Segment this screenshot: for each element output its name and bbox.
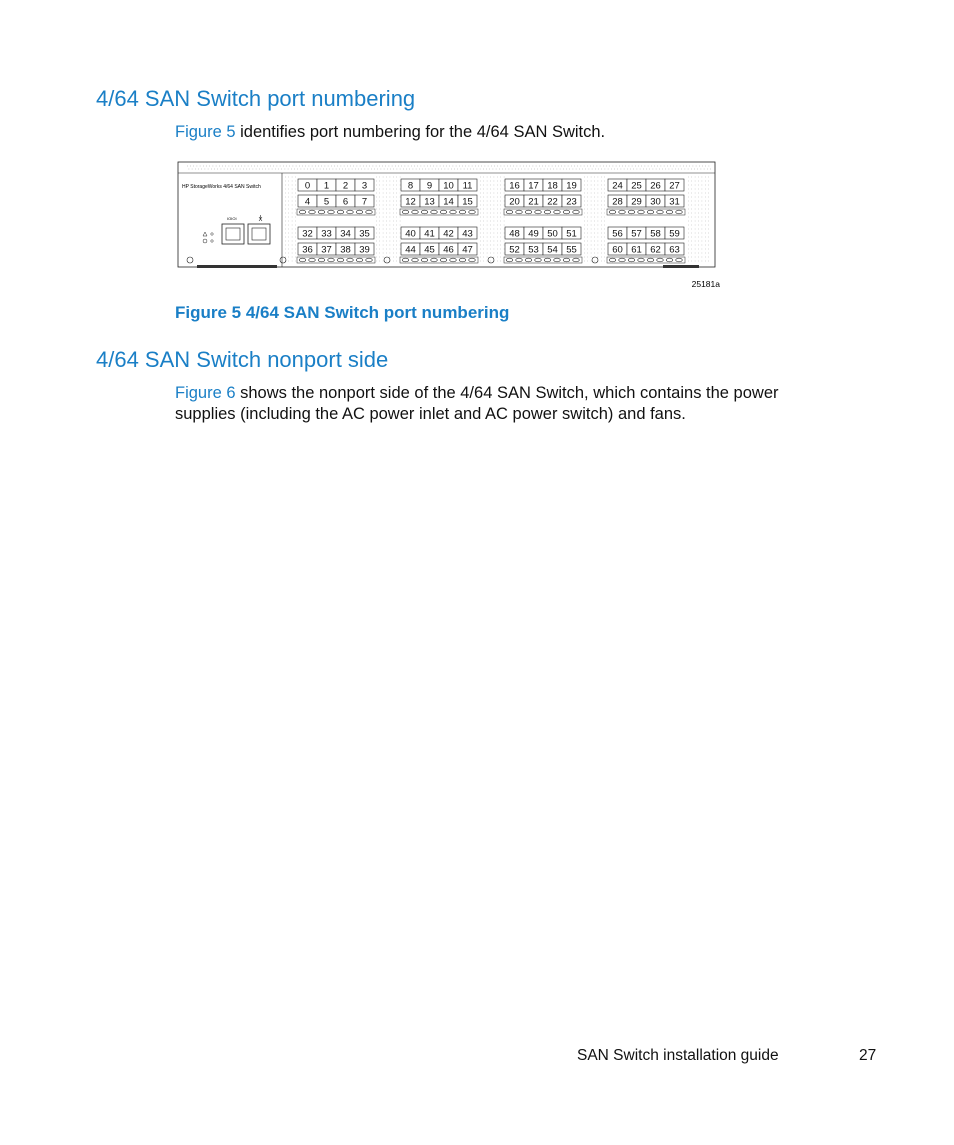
- drawing-id: 25181a: [691, 279, 720, 289]
- port-number: 6: [342, 196, 349, 208]
- port-number: 49: [528, 228, 539, 240]
- port-number: 10: [443, 180, 454, 192]
- port-number: 7: [361, 196, 368, 208]
- port-led: [516, 258, 523, 262]
- paragraph-text: shows the nonport side of the 4/64 SAN Switch, which contains the power supplies (including the AC power inlet and AC power switch) and fans.: [175, 384, 779, 423]
- port-led: [402, 258, 409, 262]
- port-led: [563, 210, 570, 214]
- port-led: [459, 258, 466, 262]
- port-number: 41: [424, 228, 435, 240]
- port-number: 38: [340, 244, 351, 256]
- port-led: [638, 258, 645, 262]
- figure-6-link[interactable]: Figure 6: [175, 384, 236, 402]
- port-led: [328, 210, 335, 214]
- port-number: 51: [566, 228, 577, 240]
- port-led: [347, 210, 354, 214]
- port-number: 20: [509, 196, 520, 208]
- vent-pattern: [584, 177, 605, 261]
- port-number: 58: [650, 228, 661, 240]
- port-led: [554, 210, 561, 214]
- port-number: 50: [547, 228, 558, 240]
- port-number: 11: [462, 180, 473, 192]
- port-led: [506, 210, 513, 214]
- port-led: [299, 210, 306, 214]
- port-number: 56: [612, 228, 623, 240]
- port-number: 5: [323, 196, 330, 208]
- port-led: [347, 258, 354, 262]
- switch-port-side-drawing: [175, 159, 720, 291]
- port-led: [318, 210, 325, 214]
- screw-icon: [488, 257, 494, 263]
- port-number: 35: [359, 228, 370, 240]
- port-led: [619, 258, 626, 262]
- port-led: [535, 210, 542, 214]
- port-number: 13: [424, 196, 435, 208]
- port-number: 0: [304, 180, 311, 192]
- port-number: 23: [566, 196, 577, 208]
- port-number: 59: [669, 228, 680, 240]
- port-led: [402, 210, 409, 214]
- attention-led-icon: [203, 232, 207, 236]
- port-led: [525, 258, 532, 262]
- ethernet-port: [222, 224, 244, 244]
- port-led: [421, 210, 428, 214]
- port-led: [657, 210, 664, 214]
- port-led: [366, 210, 373, 214]
- port-led: [516, 210, 523, 214]
- port-led: [421, 258, 428, 262]
- port-number: 19: [566, 180, 577, 192]
- port-led: [309, 258, 316, 262]
- port-number: 62: [650, 244, 661, 256]
- port-led: [440, 258, 447, 262]
- port-led: [318, 258, 325, 262]
- power-icon: [203, 239, 207, 243]
- port-led: [356, 258, 363, 262]
- port-number: 37: [321, 244, 332, 256]
- port-number: 60: [612, 244, 623, 256]
- figure-5-caption: Figure 5 4/64 SAN Switch port numbering: [175, 303, 510, 322]
- vent-pattern: [285, 177, 296, 261]
- screw-icon: [384, 257, 390, 263]
- screw-icon: [592, 257, 598, 263]
- serial-jack: [252, 228, 266, 240]
- port-led: [469, 210, 476, 214]
- serial-port: [248, 224, 270, 244]
- port-number: 29: [631, 196, 642, 208]
- port-led: [525, 210, 532, 214]
- port-number: 21: [528, 196, 539, 208]
- port-number: 18: [547, 180, 558, 192]
- port-number: 22: [547, 196, 558, 208]
- port-number: 57: [631, 228, 642, 240]
- port-led: [299, 258, 306, 262]
- port-led: [628, 258, 635, 262]
- power-led: [211, 240, 213, 242]
- port-number: 9: [426, 180, 433, 192]
- port-led: [431, 258, 438, 262]
- port-led: [628, 210, 635, 214]
- port-led: [666, 258, 673, 262]
- ioioi-label: IOIOI: [227, 216, 237, 221]
- screw-icon: [187, 257, 193, 263]
- port-led: [638, 210, 645, 214]
- port-led: [412, 210, 419, 214]
- port-number: 17: [528, 180, 539, 192]
- port-led: [535, 258, 542, 262]
- port-number: 63: [669, 244, 680, 256]
- figure-5-switch-diagram: [175, 159, 720, 291]
- port-led: [412, 258, 419, 262]
- port-led: [647, 258, 654, 262]
- port-led: [544, 210, 551, 214]
- port-led: [450, 210, 457, 214]
- port-number: 39: [359, 244, 370, 256]
- port-number: 47: [462, 244, 473, 256]
- port-led: [563, 258, 570, 262]
- port-led: [657, 258, 664, 262]
- port-led: [337, 210, 344, 214]
- footer-title: SAN Switch installation guide: [577, 1047, 779, 1064]
- port-led: [431, 210, 438, 214]
- port-led: [366, 258, 373, 262]
- port-number: 55: [566, 244, 577, 256]
- port-led: [450, 258, 457, 262]
- port-number: 4: [304, 196, 311, 208]
- paragraph-text: identifies port numbering for the 4/64 SAN Switch.: [235, 123, 606, 141]
- section-heading-nonport-side: 4/64 SAN Switch nonport side: [96, 347, 389, 372]
- port-number: 32: [302, 228, 313, 240]
- vent-pattern: [376, 177, 400, 261]
- port-number: 46: [443, 244, 454, 256]
- port-number: 44: [405, 244, 416, 256]
- port-led: [469, 258, 476, 262]
- port-number: 31: [669, 196, 680, 208]
- port-led: [328, 258, 335, 262]
- figure-5-link[interactable]: Figure 5: [175, 123, 236, 141]
- port-led: [506, 258, 513, 262]
- port-number: 40: [405, 228, 416, 240]
- port-led: [573, 210, 580, 214]
- port-number: 3: [361, 180, 368, 192]
- port-led: [666, 210, 673, 214]
- port-number: 16: [509, 180, 520, 192]
- port-number: 45: [424, 244, 435, 256]
- port-number: 27: [669, 180, 680, 192]
- port-led: [647, 210, 654, 214]
- port-led: [544, 258, 551, 262]
- port-number: 42: [443, 228, 454, 240]
- port-led: [337, 258, 344, 262]
- port-led: [356, 210, 363, 214]
- network-icon: [259, 215, 262, 221]
- port-number: 54: [547, 244, 558, 256]
- port-number: 8: [407, 180, 414, 192]
- screw-icon: [280, 257, 286, 263]
- vent-pattern: [688, 177, 709, 261]
- port-number: 34: [340, 228, 351, 240]
- top-vent-pattern: [187, 166, 711, 169]
- port-number: 25: [631, 180, 642, 192]
- port-number: 1: [323, 180, 330, 192]
- port-number: 52: [509, 244, 520, 256]
- page-number: 27: [859, 1047, 877, 1064]
- port-number: 2: [342, 180, 349, 192]
- port-led: [609, 258, 616, 262]
- rack-foot-left: [197, 265, 277, 268]
- vent-pattern: [480, 177, 504, 261]
- port-led: [309, 210, 316, 214]
- port-number: 28: [612, 196, 623, 208]
- intro-paragraph-port-numbering: [175, 122, 835, 143]
- port-number: 36: [302, 244, 313, 256]
- port-led: [459, 210, 466, 214]
- port-number: 53: [528, 244, 539, 256]
- port-led: [440, 210, 447, 214]
- port-number: 26: [650, 180, 661, 192]
- port-number: 43: [462, 228, 473, 240]
- port-number: 14: [443, 196, 454, 208]
- port-number: 48: [509, 228, 520, 240]
- port-led: [619, 210, 626, 214]
- port-led: [676, 210, 683, 214]
- port-number: 61: [631, 244, 642, 256]
- port-number: 15: [462, 196, 473, 208]
- port-led: [609, 210, 616, 214]
- port-led: [676, 258, 683, 262]
- rack-foot-right: [663, 265, 699, 268]
- ethernet-jack: [226, 228, 240, 240]
- status-led: [211, 233, 213, 235]
- intro-paragraph-nonport-side: [175, 383, 835, 425]
- section-heading-port-numbering: 4/64 SAN Switch port numbering: [96, 86, 416, 111]
- port-number: 33: [321, 228, 332, 240]
- port-number: 24: [612, 180, 623, 192]
- port-led: [573, 258, 580, 262]
- device-label: HP StorageWorks 4/64 SAN Switch: [182, 184, 261, 190]
- port-led: [554, 258, 561, 262]
- port-number: 30: [650, 196, 661, 208]
- port-number: 12: [405, 196, 416, 208]
